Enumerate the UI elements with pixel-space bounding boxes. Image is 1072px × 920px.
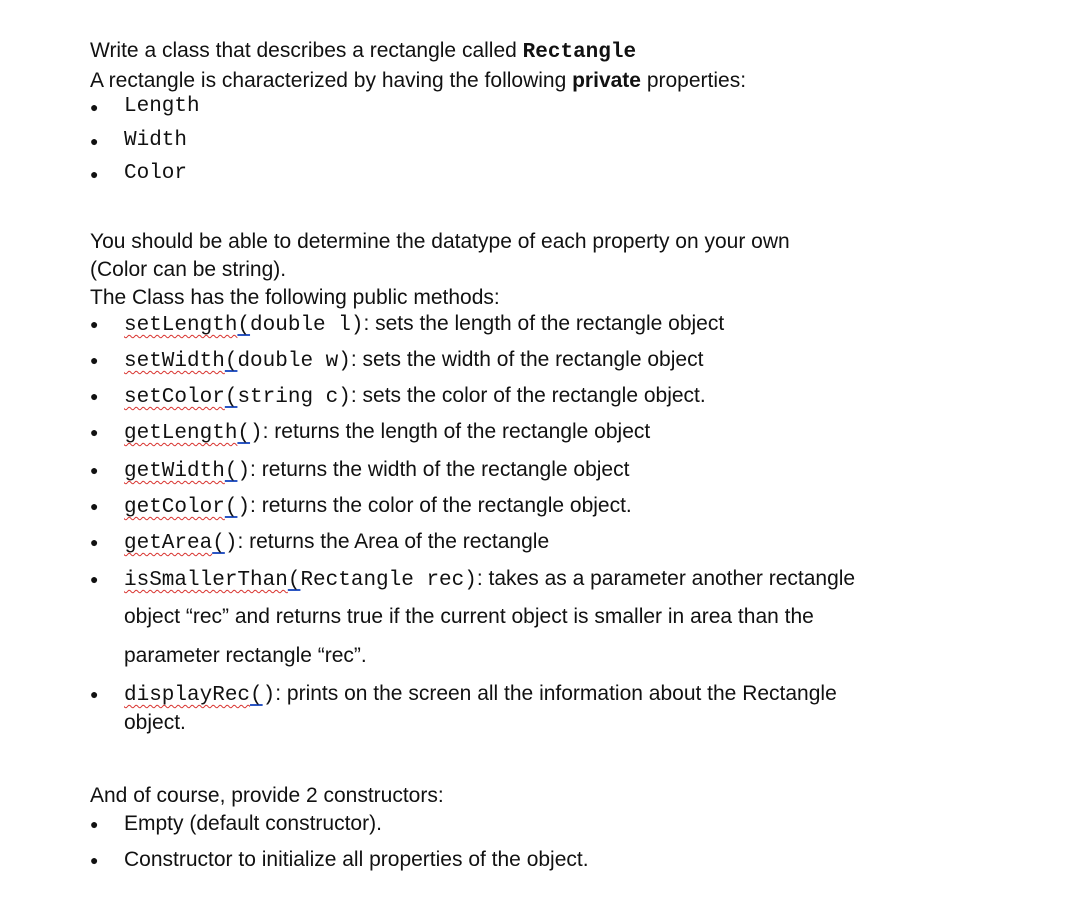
intro-line-1-text: Write a class that describes a rectangle called xyxy=(90,39,523,62)
method-name: isSmallerThan xyxy=(124,569,288,592)
method-paren: ( xyxy=(237,314,251,337)
bullet-icon: ● xyxy=(90,352,99,368)
method-name: getWidth xyxy=(124,460,225,483)
method-desc: : returns the color of the rectangle object. xyxy=(250,494,632,517)
methods-heading: The Class has the following public methods: xyxy=(90,286,500,309)
method-desc: : returns the Area of the rectangle xyxy=(237,530,550,553)
constructors-heading: And of course, provide 2 constructors: xyxy=(90,784,444,807)
property-name: Width xyxy=(124,129,188,152)
datatype-note-line-2: (Color can be string). xyxy=(90,258,287,281)
method-name: setLength xyxy=(124,314,238,337)
method-paren: ( xyxy=(224,386,238,409)
method-args: ) xyxy=(262,684,276,707)
method-args: double l) xyxy=(250,314,364,337)
method-args: double w) xyxy=(237,350,351,373)
method-args: string c) xyxy=(237,386,351,409)
method-name: displayRec xyxy=(124,684,251,707)
method-args: ) xyxy=(224,532,238,555)
method-desc: : returns the width of the rectangle object xyxy=(250,458,630,481)
method-desc-continuation: object “rec” and returns true if the current object is smaller in area than the xyxy=(124,605,814,628)
bullet-icon: ● xyxy=(90,316,99,332)
method-name: setColor xyxy=(124,386,225,409)
method-args: ) xyxy=(237,496,251,519)
private-keyword: private xyxy=(572,69,641,92)
bullet-icon: ● xyxy=(90,498,99,514)
bullet-icon: ● xyxy=(90,816,99,832)
method-desc: : takes as a parameter another rectangle xyxy=(476,567,856,590)
method-desc: : sets the length of the rectangle object xyxy=(363,312,725,335)
method-args: Rectangle rec) xyxy=(300,569,477,592)
datatype-note-line-1: You should be able to determine the datatype of each property on your own xyxy=(90,230,790,253)
property-name: Length xyxy=(124,95,200,118)
method-paren: ( xyxy=(287,569,301,592)
method-paren: ( xyxy=(224,496,238,519)
method-paren: ( xyxy=(237,422,251,445)
method-desc: : sets the color of the rectangle object. xyxy=(350,384,706,407)
bullet-icon: ● xyxy=(90,133,99,149)
constructor-text: Constructor to initialize all properties of the object. xyxy=(124,848,589,871)
property-name: Color xyxy=(124,162,188,185)
method-name: setWidth xyxy=(124,350,225,373)
method-paren: ( xyxy=(250,684,263,707)
method-desc-continuation: object. xyxy=(124,711,186,734)
bullet-icon: ● xyxy=(90,388,99,404)
method-name: getColor xyxy=(124,496,225,519)
intro-line-2-post: properties: xyxy=(640,69,747,92)
method-args: ) xyxy=(237,460,251,483)
class-name-code: Rectangle xyxy=(522,41,637,64)
bullet-icon: ● xyxy=(90,166,99,182)
intro-line-2 xyxy=(90,68,746,94)
method-desc: : prints on the screen all the information about the Rectangle xyxy=(275,682,837,705)
intro-line-1 xyxy=(90,38,636,66)
bullet-icon: ● xyxy=(90,686,99,702)
method-paren: ( xyxy=(212,532,225,555)
bullet-icon: ● xyxy=(90,99,99,115)
method-name: getArea xyxy=(124,532,213,555)
method-paren: ( xyxy=(224,350,238,373)
method-args: ) xyxy=(250,422,263,445)
bullet-icon: ● xyxy=(90,852,99,868)
method-paren: ( xyxy=(224,460,238,483)
bullet-icon: ● xyxy=(90,571,99,587)
bullet-icon: ● xyxy=(90,534,99,550)
method-desc: : sets the width of the rectangle object xyxy=(350,348,704,371)
bullet-icon: ● xyxy=(90,424,99,440)
method-desc: : returns the length of the rectangle object xyxy=(262,420,651,443)
method-name: getLength xyxy=(124,422,238,445)
bullet-icon: ● xyxy=(90,462,99,478)
method-desc-continuation: parameter rectangle “rec”. xyxy=(124,644,367,667)
constructor-text: Empty (default constructor). xyxy=(124,812,382,835)
intro-line-2-pre: A rectangle is characterized by having the following xyxy=(90,69,573,92)
